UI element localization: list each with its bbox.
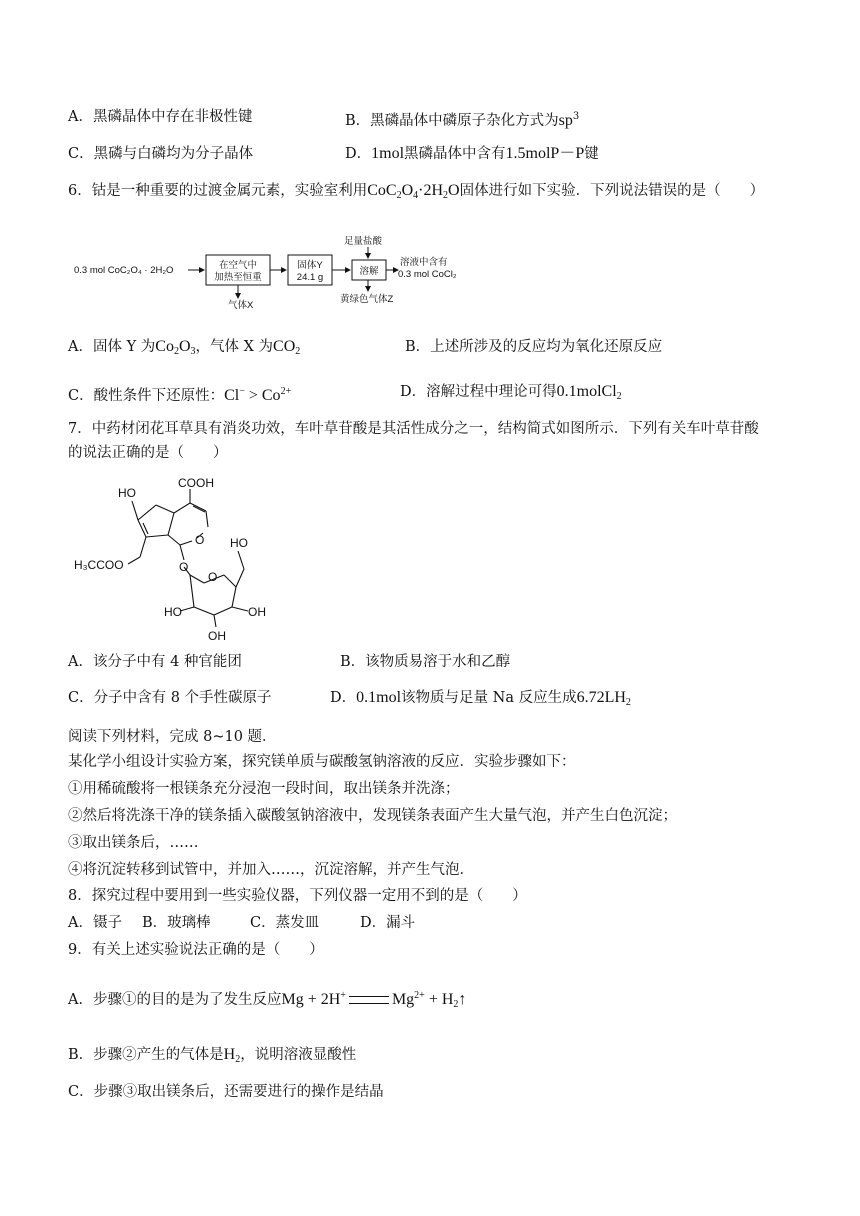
mol-o-ring1: O: [195, 533, 205, 547]
q6-option-d: D．溶解过程中理论可得0.1molCl$_2$: [400, 383, 622, 402]
mol-o-link: O: [179, 560, 189, 574]
q8-stem: 8．探究过程中要用到一些实验仪器，下列仪器一定用不到的是（ ）: [68, 888, 527, 904]
q6-option-a: A．固体 Y 为$Co_2O_3$，气体 X 为$CO_2$: [68, 338, 301, 357]
flow-result-line1: 溶液中含有: [400, 257, 448, 268]
flow-gas-x-label: 气体X: [228, 300, 254, 310]
q5-option-a: A．黑磷晶体中存在非极性键: [68, 109, 253, 125]
q5-option-b: B．黑磷晶体中磷原子杂化方式为$sp^3$: [345, 111, 580, 129]
q5-option-c: C．黑磷与白磷均为分子晶体: [68, 146, 254, 162]
q9-option-c: C．步骤③取出镁条后，还需要进行的操作是结晶: [68, 1084, 384, 1100]
material-description: 某化学小组设计实验方案，探究镁单质与碳酸氢钠溶液的反应．实验步骤如下：: [68, 754, 576, 770]
q8-option-d: D．漏斗: [360, 915, 416, 931]
q7-stem-line1: 7．中药材闭花耳草具有消炎功效，车叶草苷酸是其活性成分之一，结构简式如图所示．下列有关车叶草苷酸: [68, 421, 759, 437]
flow-box-solid-y-line1: 固体Y: [297, 260, 323, 271]
mol-ho-top: HO: [118, 486, 136, 500]
q8-option-a: A．镊子: [68, 915, 122, 931]
mol-ester: H₃CCOO: [74, 558, 124, 572]
flow-box-heat-line2: 加热至恒重: [214, 272, 262, 283]
flow-box-dissolve-label: 溶解: [359, 266, 379, 277]
q7-option-d: D．0.1mol该物质与足量 Na 反应生成$6.72LH_2$: [330, 689, 631, 708]
flow-diagram: [68, 228, 488, 310]
q9-option-b: B．步骤②产生的气体是$H_2$，说明溶液显酸性: [68, 1046, 357, 1065]
material-step-1: ①用稀硫酸将一根镁条充分浸泡一段时间，取出镁条并洗涤；: [68, 781, 460, 797]
q5-option-d: D．1mol黑磷晶体中含有1.5molP－P键: [345, 145, 599, 162]
q6-stem: 6．钴是一种重要的过渡金属元素，实验室利用$CoC_2O_4\cdot 2H_2O$固体进行如下实验．下列说法错误的是（ ）: [68, 182, 765, 201]
flow-result-line2: 0.3 mol CoCl₂: [398, 269, 457, 280]
mol-cooh: COOH: [178, 476, 214, 490]
q8-option-b: B．玻璃棒: [142, 915, 211, 931]
mol-ho-bottom-left: HO: [164, 605, 182, 619]
q7-option-a: A．该分子中有 4 种官能团: [68, 654, 242, 670]
q6-option-b: B．上述所涉及的反应均为氧化还原反应: [405, 339, 663, 355]
flow-start-label: 0.3 mol CoC₂O₄ · 2H₂O: [74, 265, 174, 276]
q6-option-c: C．酸性条件下还原性：$Cl^- > Co^{2+}$: [68, 386, 292, 404]
flow-acid-label: 足量盐酸: [344, 236, 383, 247]
mol-oh-bottom: OH: [208, 629, 226, 643]
q7-option-c: C．分子中含有 8 个手性碳原子: [68, 690, 272, 706]
material-step-3: ③取出镁条后，……: [68, 835, 199, 851]
flow-box-solid-y-line2: 24.1 g: [296, 272, 324, 283]
mol-ho-right: HO: [230, 536, 248, 550]
flow-box-heat-line1: 在空气中: [218, 260, 258, 271]
mol-o-ring2: O: [208, 570, 218, 584]
q9-stem: 9．有关上述实验说法正确的是（ ）: [68, 942, 324, 958]
material-intro: 阅读下列材料，完成 8~10 题．: [68, 729, 277, 745]
molecule-structure: [68, 475, 288, 645]
material-step-4: ④将沉淀转移到试管中，并加入……，沉淀溶解，并产生气泡．: [68, 862, 474, 878]
flow-gas-z-label: 黄绿色气体Z: [340, 294, 394, 305]
q7-option-b: B．该物质易溶于水和乙醇: [340, 654, 511, 670]
equation-equals-sign: [349, 996, 389, 1004]
q7-stem-line2: 的说法正确的是（ ）: [68, 445, 228, 461]
material-step-2: ②然后将洗涤干净的镁条插入碳酸氢钠溶液中，发现镁条表面产生大量气泡，并产生白色沉淀；: [68, 808, 677, 824]
q8-option-c: C．蒸发皿: [250, 915, 320, 931]
mol-oh-bottom-right: OH: [248, 605, 266, 619]
q9-option-a: A．步骤①的目的是为了发生反应Mg + 2H+ $Mg^{2+}$ + $H_2↑$: [68, 990, 467, 1010]
